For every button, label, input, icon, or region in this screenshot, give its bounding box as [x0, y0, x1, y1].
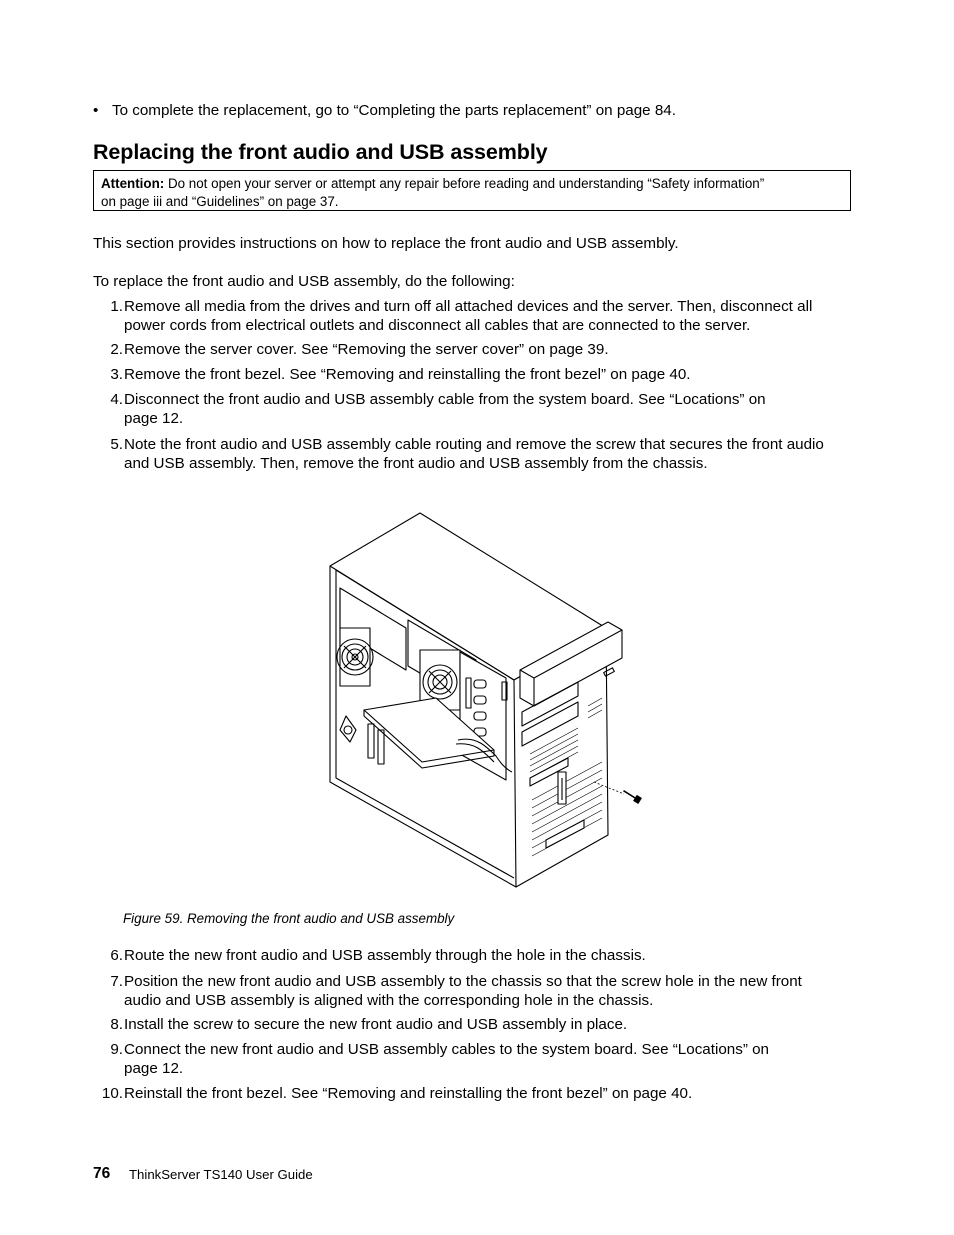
step-text-line1: Route the new front audio and USB assembly through the hole in the chassis.: [124, 947, 646, 964]
section-title: Replacing the front audio and USB assembly: [93, 140, 548, 164]
step-number: 4.: [110, 391, 123, 408]
attention-text-line2: on page iii and “Guidelines” on page 37.: [101, 193, 339, 209]
step-text-line1: Remove all media from the drives and turn off all attached devices and the server. Then, disconnect all: [124, 298, 813, 315]
step-number: 5.: [110, 436, 123, 453]
chassis-illustration: [326, 510, 642, 890]
step-text-line1: Reinstall the front bezel. See “Removing and reinstalling the front bezel” on page 40.: [124, 1085, 693, 1102]
step-number: 8.: [110, 1016, 123, 1033]
step-text-line2: audio and USB assembly is aligned with the corresponding hole in the chassis.: [124, 991, 654, 1009]
attention-text-line1: Do not open your server or attempt any repair before reading and understanding “Safety information”: [167, 176, 765, 191]
step-text-line2: and USB assembly. Then, remove the front audio and USB assembly from the chassis.: [124, 454, 708, 472]
step-number: 9.: [110, 1041, 123, 1058]
step-number: 10.: [101, 1085, 123, 1102]
step-text-line1: Remove the front bezel. See “Removing and reinstalling the front bezel” on page 40.: [124, 366, 691, 383]
step-number: 6.: [110, 947, 123, 964]
lead-in-paragraph: To replace the front audio and USB assembly, do the following:: [93, 273, 515, 290]
step-text-line1: Note the front audio and USB assembly cable routing and remove the screw that secures the front audio: [124, 436, 824, 453]
step-text-line1: Install the screw to secure the new front audio and USB assembly in place.: [124, 1016, 628, 1033]
bullet-symbol: •: [93, 102, 99, 119]
step-number: 7.: [110, 973, 123, 990]
step-text-line1: Connect the new front audio and USB assembly cables to the system board. See “Locations” on: [124, 1041, 769, 1058]
step-number: 2.: [110, 341, 123, 358]
overview-paragraph: This section provides instructions on how to replace the front audio and USB assembly.: [93, 235, 679, 252]
step-text-line1: Disconnect the front audio and USB assembly cable from the system board. See “Locations” on: [124, 391, 766, 408]
figure-caption: Figure 59. Removing the front audio and USB assembly: [123, 911, 455, 926]
step-text-line2: power cords from electrical outlets and disconnect all cables that are connected to the server.: [124, 316, 751, 334]
step-text-line1: Remove the server cover. See “Removing the server cover” on page 39.: [124, 341, 609, 358]
step-number: 3.: [110, 366, 123, 383]
intro-bullet-text: To complete the replacement, go to “Completing the parts replacement” on page 84.: [112, 102, 676, 119]
attention-label: Attention:: [101, 176, 165, 191]
step-text-line1: Position the new front audio and USB assembly to the chassis so that the screw hole in the new front: [124, 973, 802, 990]
document-title: ThinkServer TS140 User Guide: [129, 1167, 313, 1182]
step-text-line2: page 12.: [124, 1059, 184, 1077]
page-number: 76: [93, 1165, 111, 1182]
step-text-line2: page 12.: [124, 409, 184, 427]
chassis-drawing: [326, 510, 642, 890]
step-number: 1.: [110, 298, 123, 315]
